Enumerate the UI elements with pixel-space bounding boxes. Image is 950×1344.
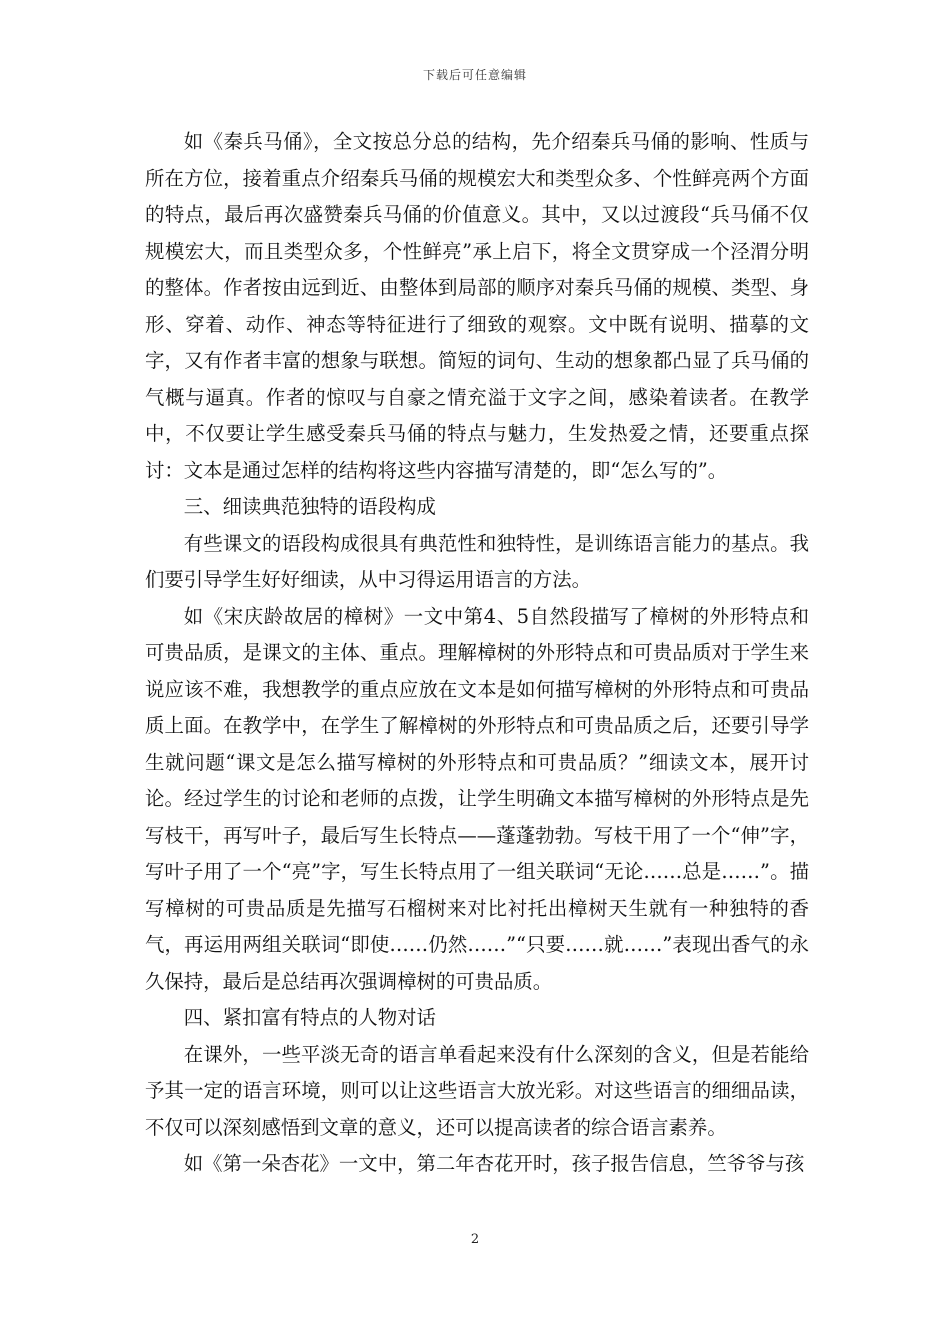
section-heading-4: 四、紧扣富有特点的人物对话 [183,1006,436,1029]
paragraph-intro-3: 有些课文的语段构成很具有典范性和独特性，是训练语言能力的基点。我们要引导学生好好细读，从中习得运用语言的方法。 [145,531,809,591]
page-number: 2 [470,1232,480,1247]
paragraph-intro-4: 在课外，一些平淡无奇的语言单看起来没有什么深刻的含义，但是若能给予其一定的语言环境，则可以让这些语言大放光彩。对这些语言的细细品读，不仅可以深刻感悟到文章的意义，还可以提高读者的综合语言素养。 [145,1042,809,1139]
paragraph-qinbingmayong: 如《秦兵马俑》，全文按总分总的结构，先介绍秦兵马俑的影响、性质与所在方位，接着重点介绍秦兵马俑的规模宏大和类型众多、个性鲜亮两个方面的特点，最后再次盛赞秦兵马俑的价值意义。其中，又以过渡段“兵马俑不仅规模宏大，而且类型众多，个性鲜亮”承上启下，将全文贯穿成一个泾渭分明的整体。作者按由远到近、由整体到局部的顺序对秦兵马俑的规模、类型、身形、穿着、动作、神态等特征进行了细致的观察。文中既有说明、描摹的文字，又有作者丰富的想象与联想。简短的词句、生动的想象都凸显了兵马俑的气概与逼真。作者的惊叹与自豪之情充溢于文字之间，感染着读者。在教学中，不仅要让学生感受秦兵马俑的特点与魅力，生发热爱之情，还要重点探讨：文本是通过怎样的结构将这些内容描写清楚的，即“怎么写的”。 [145,130,809,482]
page-header: 下载后可任意编辑 [422,68,527,82]
document-body [145,124,809,1183]
paragraph-apricot-blossom: 如《第一朵杏花》一文中，第二年杏花开时，孩子报告信息，竺爷爷与孩 [183,1152,805,1175]
section-heading-3: 三、细读典范独特的语段构成 [183,495,436,518]
paragraph-camphor-tree: 如《宋庆龄故居的樟树》一文中第4、5自然段描写了樟树的外形特点和可贵品质，是课文的主体、重点。理解樟树的外形特点和可贵品质对于学生来说应该不难，我想教学的重点应放在文本是如何描写樟树的外形特点和可贵品质上面。在教学中，在学生了解樟树的外形特点和可贵品质之后，还要引导学生就问题“课文是怎么描写樟树的外形特点和可贵品质？”细读文本，展开讨论。经过学生的讨论和老师的点拨，让学生明确文本描写樟树的外形特点是先写枝干，再写叶子，最后写生长特点——蓬蓬勃勃。写枝干用了一个“伸”字，写叶子用了一个“亮”字，写生长特点用了一组关联词“无论……总是……”。描写樟树的可贵品质是先描写石榴树来对比衬托出樟树天生就有一种独特的香气，再运用两组关联词“即使……仍然……”“只要……就……”表现出香气的永久保持，最后是总结再次强调樟树的可贵品质。 [145,604,809,993]
